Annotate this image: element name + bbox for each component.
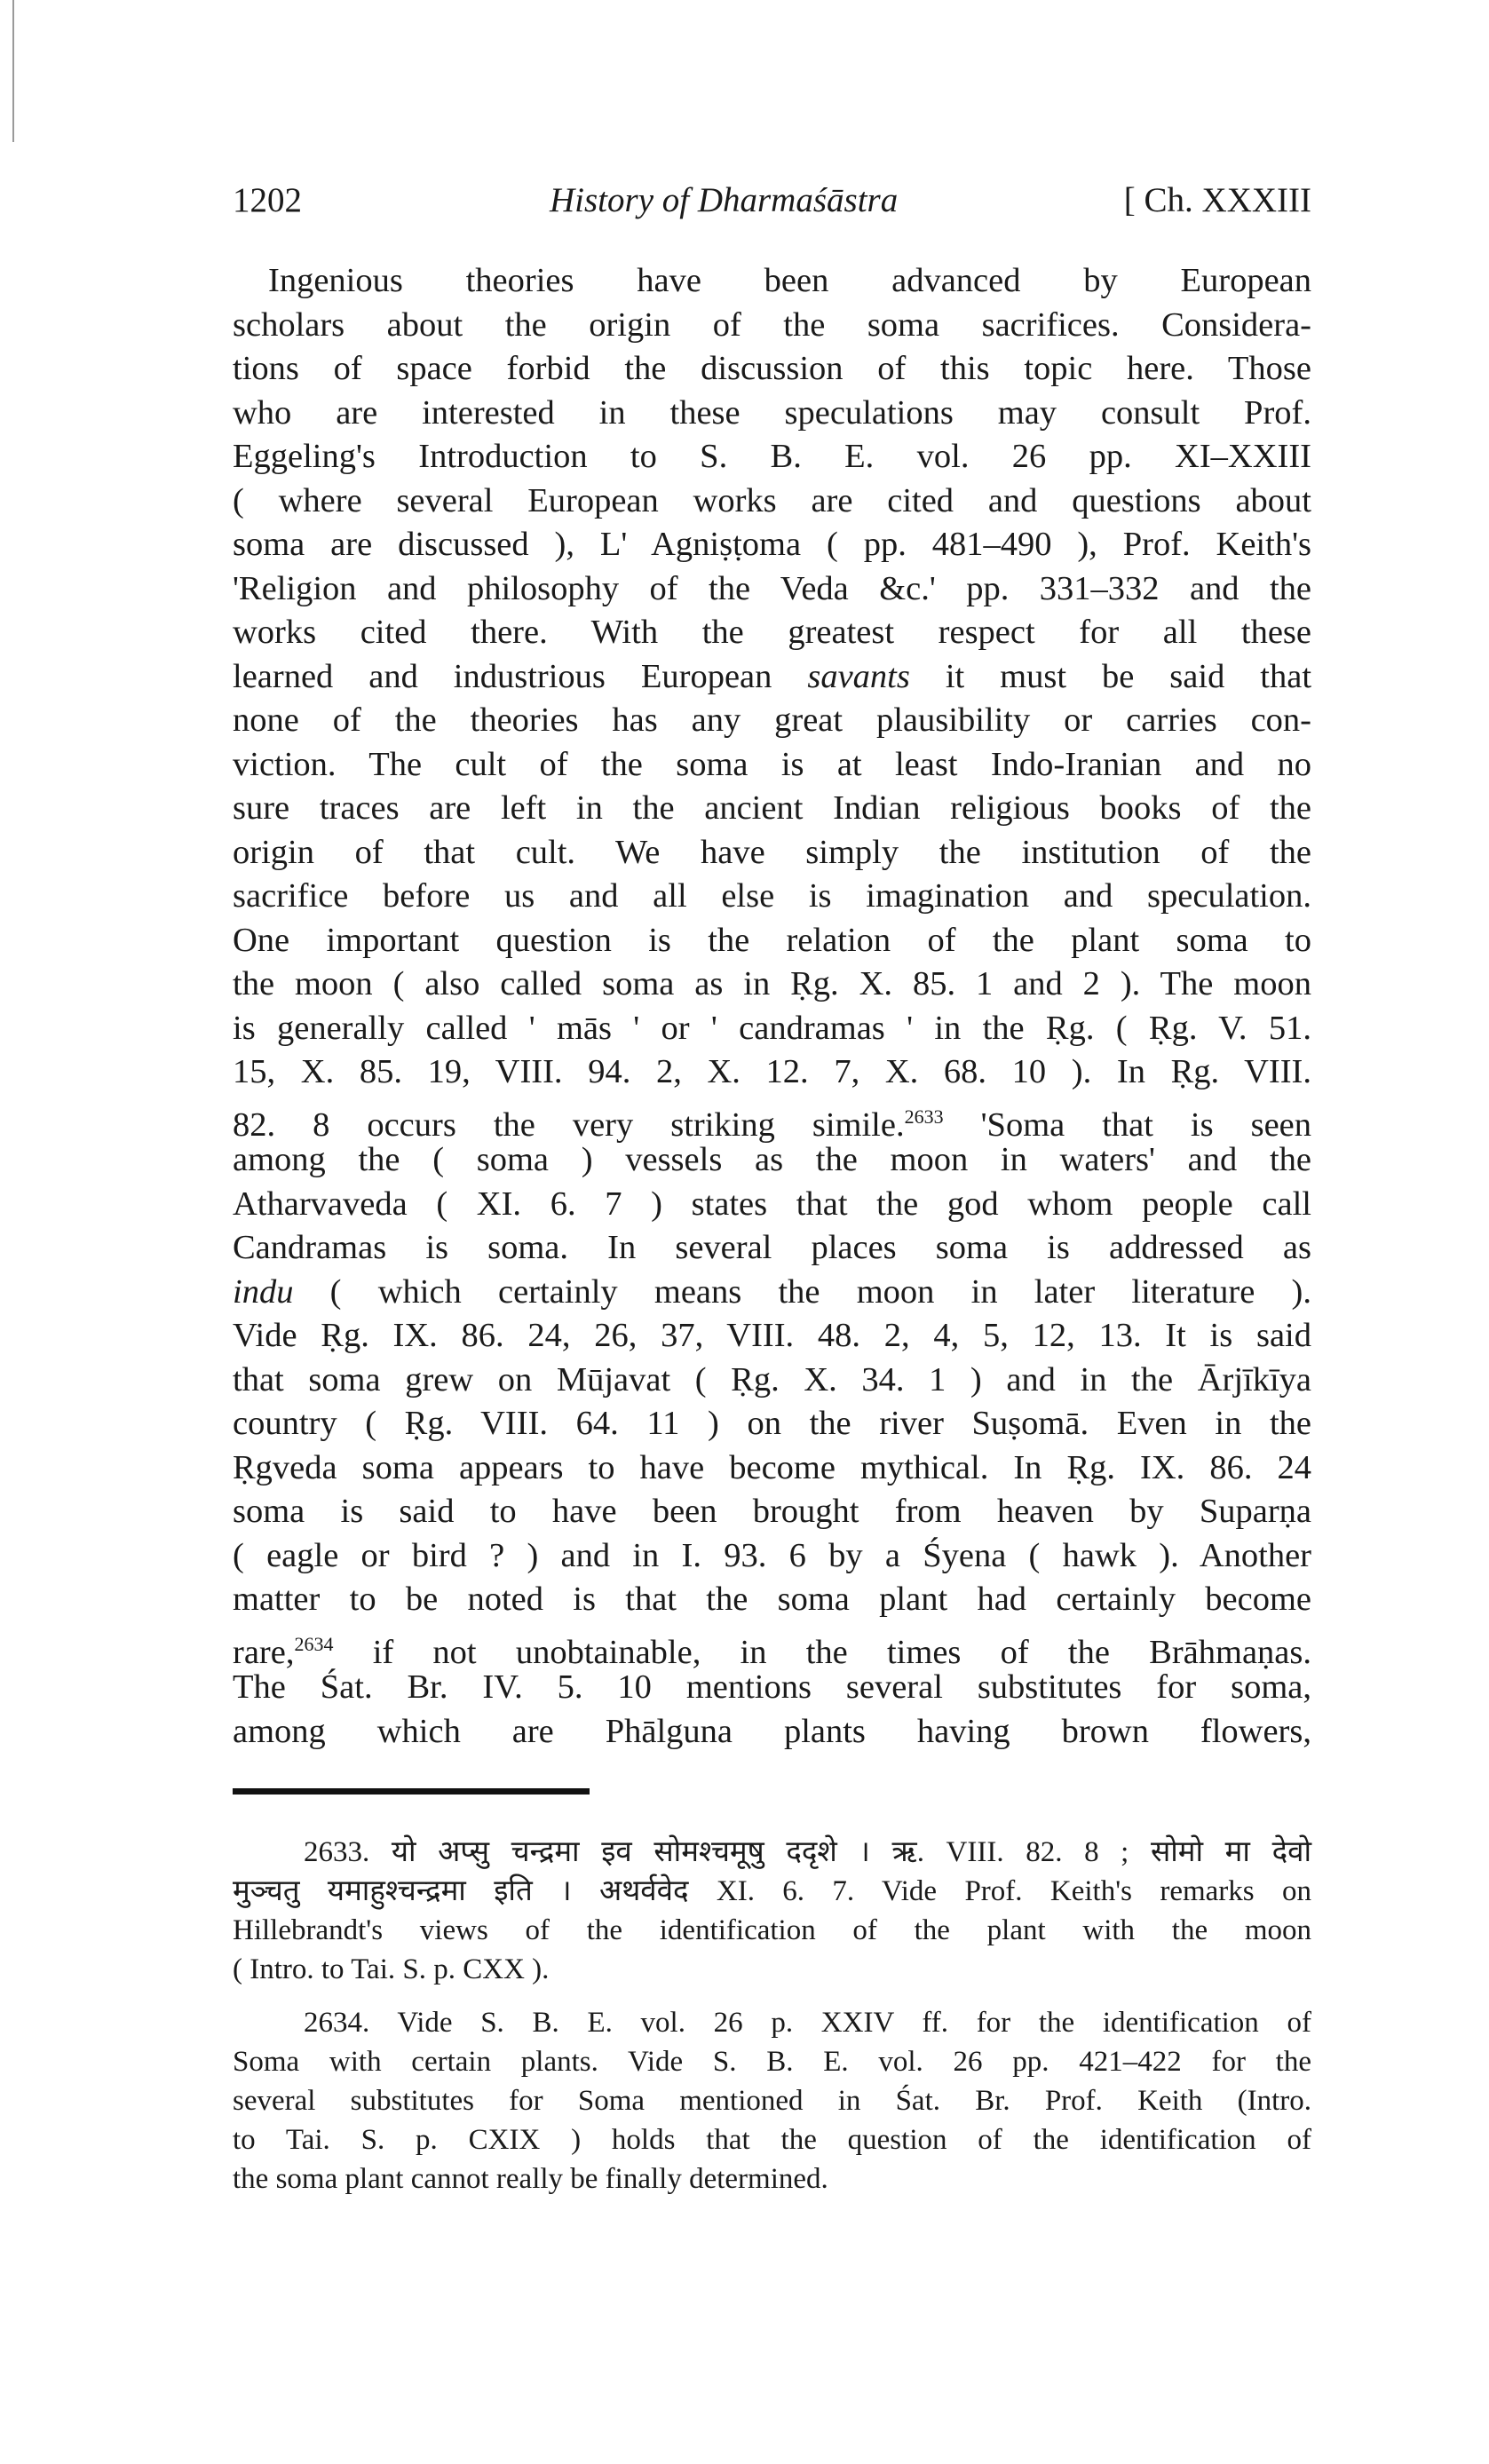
main-text	[233, 259, 1311, 1754]
text-line-simile	[233, 1095, 1312, 1144]
text-line-indu	[233, 1271, 1311, 1315]
text-line-rare	[233, 1622, 1312, 1671]
footnote-line: the soma plant cannot really be finally determined.	[233, 2163, 828, 2195]
footnote-line: Soma with certain plants. Vide S. B. E. vol. 26 pp. 421–422 for the	[233, 2046, 1311, 2078]
footnote-line: to Tai. S. p. CXIX ) holds that the question of the identification of	[233, 2124, 1311, 2156]
text-fragment: 82. 8 occurs the very striking simile.	[233, 1105, 905, 1144]
text-line: none of the theories has any great plausibility or carries con-	[233, 701, 1311, 739]
text-line: sacrifice before us and all else is imagination and speculation.	[233, 877, 1311, 915]
text-line: Candramas is soma. In several places soma is addressed as	[233, 1229, 1311, 1266]
text-line: who are interested in these speculations may consult Prof.	[233, 393, 1311, 432]
text-line: tions of space forbid the discussion of this topic here. Those	[233, 350, 1311, 387]
savants-italic: savants	[807, 657, 910, 695]
text-line: among the ( soma ) vessels as the moon in waters' and the	[233, 1141, 1311, 1178]
text-line: sure traces are left in the ancient Indian religious books of the	[233, 789, 1311, 827]
text-line: is generally called ' mās ' or ' candramas ' in the Ṛg. ( Ṛg. V. 51.	[233, 1009, 1311, 1047]
text-line: matter to be noted is that the soma plant had certainly become	[233, 1581, 1311, 1618]
text-line: viction. The cult of the soma is at least Indo-Iranian and no	[233, 745, 1311, 783]
text-line: 15, X. 85. 19, VIII. 94. 2, X. 12. 7, X. 68. 10 ). In Ṛg. VIII.	[233, 1053, 1311, 1090]
text-line: ( eagle or bird ? ) and in I. 93. 6 by a Śyena ( hawk ). Another	[233, 1536, 1311, 1574]
footnote-line: several substitutes for Soma mentioned in Śat. Br. Prof. Keith (Intro.	[233, 2085, 1311, 2117]
footnote-line: मुञ्चतु यमाहुश्चन्द्रमा इति । अथर्ववेद XI. 6. 7. Vide Prof. Keith's remarks on	[233, 1875, 1311, 1907]
footnote-line: Hillebrandt's views of the identification of the plant with the moon	[233, 1914, 1311, 1946]
text-fragment: it must be said that	[945, 657, 1312, 695]
text-fragment: learned and industrious European	[233, 657, 772, 695]
footnote-line: 2634. Vide S. B. E. vol. 26 p. XXIV ff. for the identification of	[304, 2007, 1311, 2039]
text-fragment: 'Soma that is seen	[980, 1105, 1312, 1144]
text-line-savants	[233, 655, 1311, 700]
text-line: 'Religion and philosophy of the Veda &c.' pp. 331–332 and the	[233, 569, 1311, 607]
text-line: Vide Ṛg. IX. 86. 24, 26, 37, VIII. 48. 2, 4, 5, 12, 13. It is said	[233, 1317, 1311, 1354]
text-line: The Śat. Br. IV. 5. 10 mentions several substitutes for soma,	[233, 1668, 1311, 1706]
text-line: scholars about the origin of the soma sacrifices. Considera-	[233, 305, 1311, 344]
text-line: the moon ( also called soma as in Ṛg. X. 85. 1 and 2 ). The moon	[233, 965, 1311, 1002]
running-header	[233, 174, 1311, 227]
text-line: that soma grew on Mūjavat ( Ṛg. X. 34. 1 ) and in the Ārjīkīya	[233, 1360, 1311, 1398]
text-line: Atharvaveda ( XI. 6. 7 ) states that the god whom people call	[233, 1184, 1311, 1223]
text-line: soma are discussed ), L' Agniṣṭoma ( pp. 481–490 ), Prof. Keith's	[233, 526, 1311, 563]
text-line: ( where several European works are cited and questions about	[233, 481, 1311, 519]
text-line: One important question is the relation of the plant soma to	[233, 921, 1311, 959]
indu-italic: indu	[233, 1272, 294, 1311]
footnote-separator	[233, 1788, 590, 1795]
text-line: Eggeling's Introduction to S. B. E. vol. 26 pp. XI–XXIII	[233, 438, 1311, 475]
text-line: works cited there. With the greatest respect for all these	[233, 614, 1311, 651]
scan-edge-line	[12, 0, 14, 142]
running-title: History of Dharmaśāstra	[550, 181, 899, 219]
text-fragment: if not unobtainable, in the times of the Brāhmaṇas.	[372, 1633, 1312, 1671]
footnotes	[233, 1833, 1311, 2213]
text-fragment: rare,	[233, 1633, 295, 1671]
text-line: Ingenious theories have been advanced by European	[268, 262, 1311, 299]
footnote-ref-2633[interactable]: 2633	[904, 1105, 944, 1128]
text-line: country ( Ṛg. VIII. 64. 11 ) on the river Suṣomā. Even in the	[233, 1405, 1311, 1442]
text-line: among which are Phālguna plants having brown flowers,	[233, 1712, 1311, 1750]
text-fragment: ( which certainly means the moon in later literature ).	[329, 1272, 1311, 1311]
page-number: 1202	[233, 181, 302, 219]
text-line: origin of that cult. We have simply the institution of the	[233, 833, 1311, 871]
text-line: soma is said to have been brought from heaven by Suparṇa	[233, 1493, 1311, 1530]
footnote-2634	[233, 2003, 1311, 2199]
footnote-line: ( Intro. to Tai. S. p. CXX ).	[233, 1953, 550, 1985]
chapter-label: [ Ch. XXXIII	[1123, 181, 1311, 219]
text-line: Ṛgveda soma appears to have become mythical. In Ṛg. IX. 86. 24	[233, 1448, 1311, 1486]
footnote-ref-2634[interactable]: 2634	[294, 1632, 334, 1655]
footnote-line: 2633. यो अप्सु चन्द्रमा इव सोमश्चमूषु ददृशे । ऋ. VIII. 82. 8 ; सोमो मा देवो	[304, 1836, 1311, 1868]
footnote-2633	[233, 1833, 1311, 1989]
